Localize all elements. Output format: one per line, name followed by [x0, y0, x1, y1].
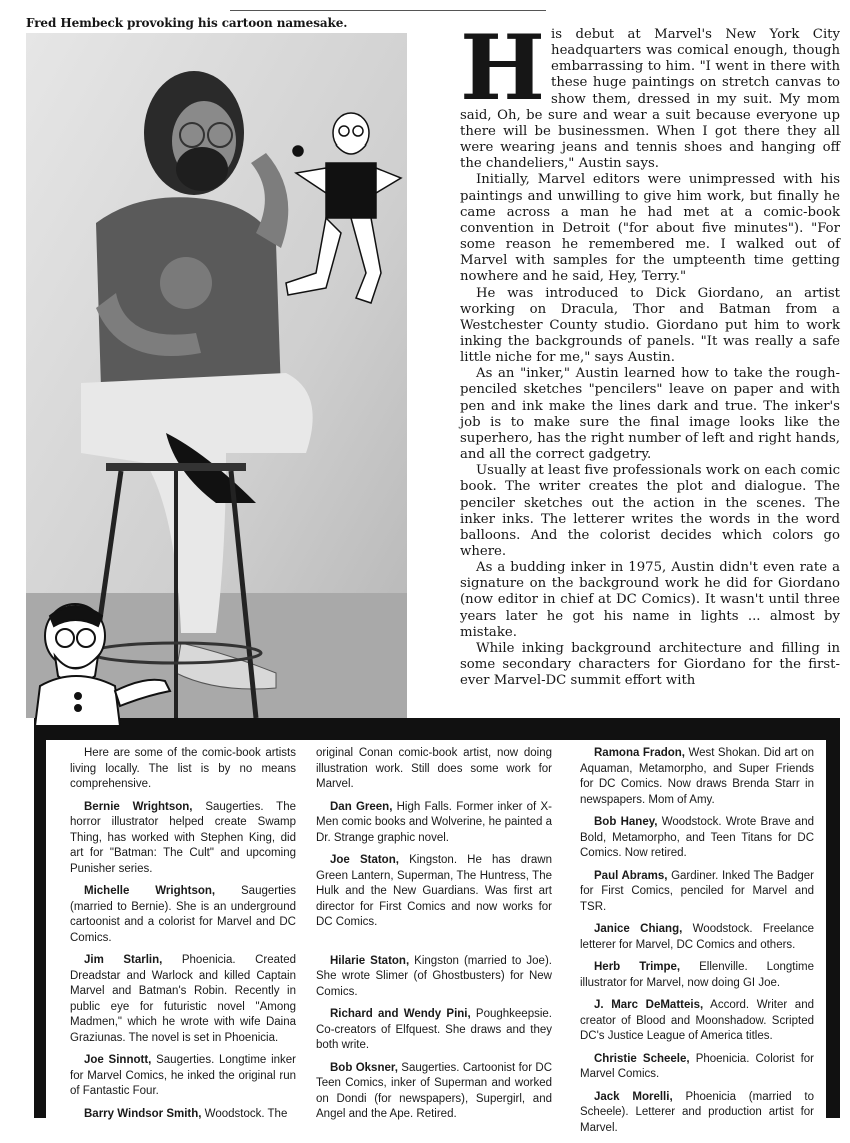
artist-entry	[580, 960, 814, 991]
artist-description: Woodstock. Wrote Brave and Bold, Metamorpho, and Teen Titans for DC Comics. Now retired.	[580, 816, 814, 859]
artist-entry	[580, 746, 814, 808]
artist-name: J. Marc DeMatteis,	[594, 999, 704, 1011]
article-paragraph-7: While inking background architecture and filling in some secondary characters for Giordano for the first-ever Marvel-DC summit effort with	[460, 640, 840, 689]
artist-entry-continued: original Conan comic-book artist, now doing illustration work. Still does some work for Marvel.	[316, 747, 552, 790]
artist-description: Ellenville. Longtime illustrator for Marvel, now doing GI Joe.	[580, 961, 814, 989]
artist-entry	[316, 853, 552, 931]
artist-entry	[70, 800, 296, 878]
article-paragraph-1	[460, 15, 840, 172]
article-paragraph-1-text: is debut at Marvel's New York City headquarters was comical enough, though embarrassing to him. "I went in there with these huge paintings on stretch canvas to show them, dressed in my suit. My mom said, Oh, be sure and wear a suit because everyone up there will be businessmen. When I got there they all were wearing jeans and tennis shoes and hanging off the chandeliers," Austin says.	[460, 27, 840, 172]
artist-name: Christie Scheele,	[594, 1052, 690, 1065]
article-body	[460, 15, 840, 727]
artist-description: Saugerties. Cartoonist for DC Teen Comics, inker of Superman and worked on Dondi (for newspapers), Supergirl, and Angel and the Ape. Retired.	[316, 1061, 552, 1120]
artist-entry	[580, 1052, 814, 1083]
artist-entry	[580, 1090, 814, 1137]
sidebar-column-1	[70, 746, 296, 1129]
drop-cap: H	[460, 15, 546, 121]
artist-entry	[70, 953, 296, 1046]
artist-description: Poughkeepsie. Co-creators of Elfquest. She draws and they both write.	[316, 1008, 552, 1051]
artist-description: Woodstock. Freelance letterer for Marvel, DC Comics and others.	[580, 923, 814, 951]
artist-description: West Shokan. Did art on Aquaman, Metamorpho, and Super Friends for DC Comics. Now draws Brenda Starr in newspapers. Mom of Amy.	[580, 747, 814, 806]
local-artists-sidebar	[34, 718, 840, 1134]
article-paragraph-3: He was introduced to Dick Giordano, an artist working on Dracula, Thor and Batman from a Westchester County studio. Giordano put him to work inking the backgrounds of panels. "It was really a safe little niche for me," says Austin.	[460, 285, 840, 366]
sidebar-column-3	[580, 746, 814, 1143]
artist-description: Gardiner. Inked The Badger for First Comics, penciled for Marvel and TSR.	[580, 869, 814, 913]
article-paragraph-2: Initially, Marvel editors were unimpressed with his paintings and unwilling to give him work, but finally he came across a man he had met at a comic-book convention in Detroit ("for about five minutes"). "For some reason he remembered me. I walked out of Marvel with samples for the umpteenth time getting nowhere and he said, Hey, Terry."	[460, 172, 840, 285]
artist-name: Bob Oksner,	[330, 1061, 398, 1074]
artist-name: Jim Starlin,	[84, 954, 163, 966]
artist-name: Joe Sinnott,	[84, 1054, 152, 1066]
artist-description: Phoenicia. Created Dreadstar and Warlock and killed Captain Marvel and Batman's Robin. Recently in public eye for futuristic novel "Among Madmen," which he wrote with wife Daina Graziunas. The novel is set in Phoenicia.	[70, 954, 296, 1044]
artist-description: Saugerties. The horror illustrator helped create Swamp Thing, has worked with Stephen King, did art for "Batman: The Cult" and upcoming Punisher series.	[70, 800, 296, 875]
artist-description: Woodstock. The	[201, 1107, 288, 1120]
artist-entry	[580, 869, 814, 916]
artist-name: Barry Windsor Smith,	[84, 1107, 202, 1120]
artist-entry	[580, 922, 814, 953]
artist-name: Janice Chiang,	[594, 923, 683, 935]
artist-name: Herb Trimpe,	[594, 961, 681, 973]
artist-description: High Falls. Former inker of X-Men comic books and Wolverine, he painted a Dr. Strange graphic novel.	[316, 800, 552, 844]
artist-entry	[70, 884, 296, 946]
artist-name: Hilarie Staton,	[330, 954, 410, 967]
artist-name: Bob Haney,	[594, 816, 658, 828]
artist-name: Joe Staton,	[330, 854, 399, 866]
artist-name: Paul Abrams,	[594, 869, 668, 882]
artist-description: Phoenicia. Colorist for Marvel Comics.	[580, 1052, 814, 1080]
artist-name: Dan Green,	[330, 800, 393, 813]
artist-description: Phoenicia (married to Scheele). Letterer and production artist for Marvel.	[580, 1090, 814, 1134]
cartoon-figure	[20, 596, 180, 726]
artist-description: Saugerties. Longtime inker for Marvel Comics, he inked the original run of Fantastic Four.	[70, 1054, 296, 1097]
artist-name: Jack Morelli,	[594, 1090, 673, 1103]
artist-description: Saugerties (married to Bernie). She is an underground cartoonist and a colorist for Marvel and DC Comics.	[70, 885, 296, 944]
artist-description: Accord. Writer and creator of Blood and Moonshadow. Scripted DC's Justice League of America titles.	[580, 999, 814, 1042]
artist-name: Richard and Wendy Pini,	[330, 1008, 471, 1020]
artist-name: Ramona Fradon,	[594, 747, 686, 759]
artist-name: Michelle Wrightson,	[84, 885, 216, 897]
artist-entry	[316, 954, 552, 1001]
artist-name: Bernie Wrightson,	[84, 800, 193, 813]
artist-description: Kingston (married to Joe). She wrote Slimer (of Ghostbusters) for New Comics.	[316, 954, 552, 998]
article-paragraph-6: As a budding inker in 1975, Austin didn't even rate a signature on the background work he did for Giordano (now editor in chief at DC Comics). It wasn't until three years later he got his name in lights ... almost by mistake.	[460, 560, 840, 640]
photo-caption: Fred Hembeck provoking his cartoon namesake.	[26, 16, 348, 30]
sidebar-intro: Here are some of the comic-book artists living locally. The list is by no means comprehensive.	[70, 747, 296, 790]
artist-entry	[70, 1107, 296, 1123]
cartoon-character-illustration	[20, 596, 180, 726]
sidebar-column-2	[316, 746, 552, 1130]
artist-entry	[580, 998, 814, 1045]
artist-entry	[316, 1007, 552, 1054]
top-rule	[230, 10, 546, 11]
column-gap	[316, 938, 552, 954]
article-paragraph-4: As an "inker," Austin learned how to take the rough-penciled sketches "pencilers" leave on paper and with pen and ink make the lines dark and true. The inker's job is to make sure the final image looks like the superhero, has the right number of left and right hands, and all the correct gadgetry.	[460, 366, 840, 463]
artist-entry	[70, 1053, 296, 1100]
artist-entry	[580, 815, 814, 862]
artist-entry	[316, 800, 552, 847]
artist-entry	[316, 1061, 552, 1123]
article-paragraph-5: Usually at least five professionals work on each comic book. The writer creates the plot and dialogue. The penciler sketches out the action in the scenes. The inker inks. The letterer writes the words in the word balloons. And the colorist decides which colors go where.	[460, 463, 840, 559]
artist-description: Kingston. He has drawn Green Lantern, Superman, The Huntress, The Hulk and the New Guardians. Was first art director for First Comics and now works for DC Comics.	[316, 854, 553, 928]
sidebar-panel	[46, 740, 826, 1134]
